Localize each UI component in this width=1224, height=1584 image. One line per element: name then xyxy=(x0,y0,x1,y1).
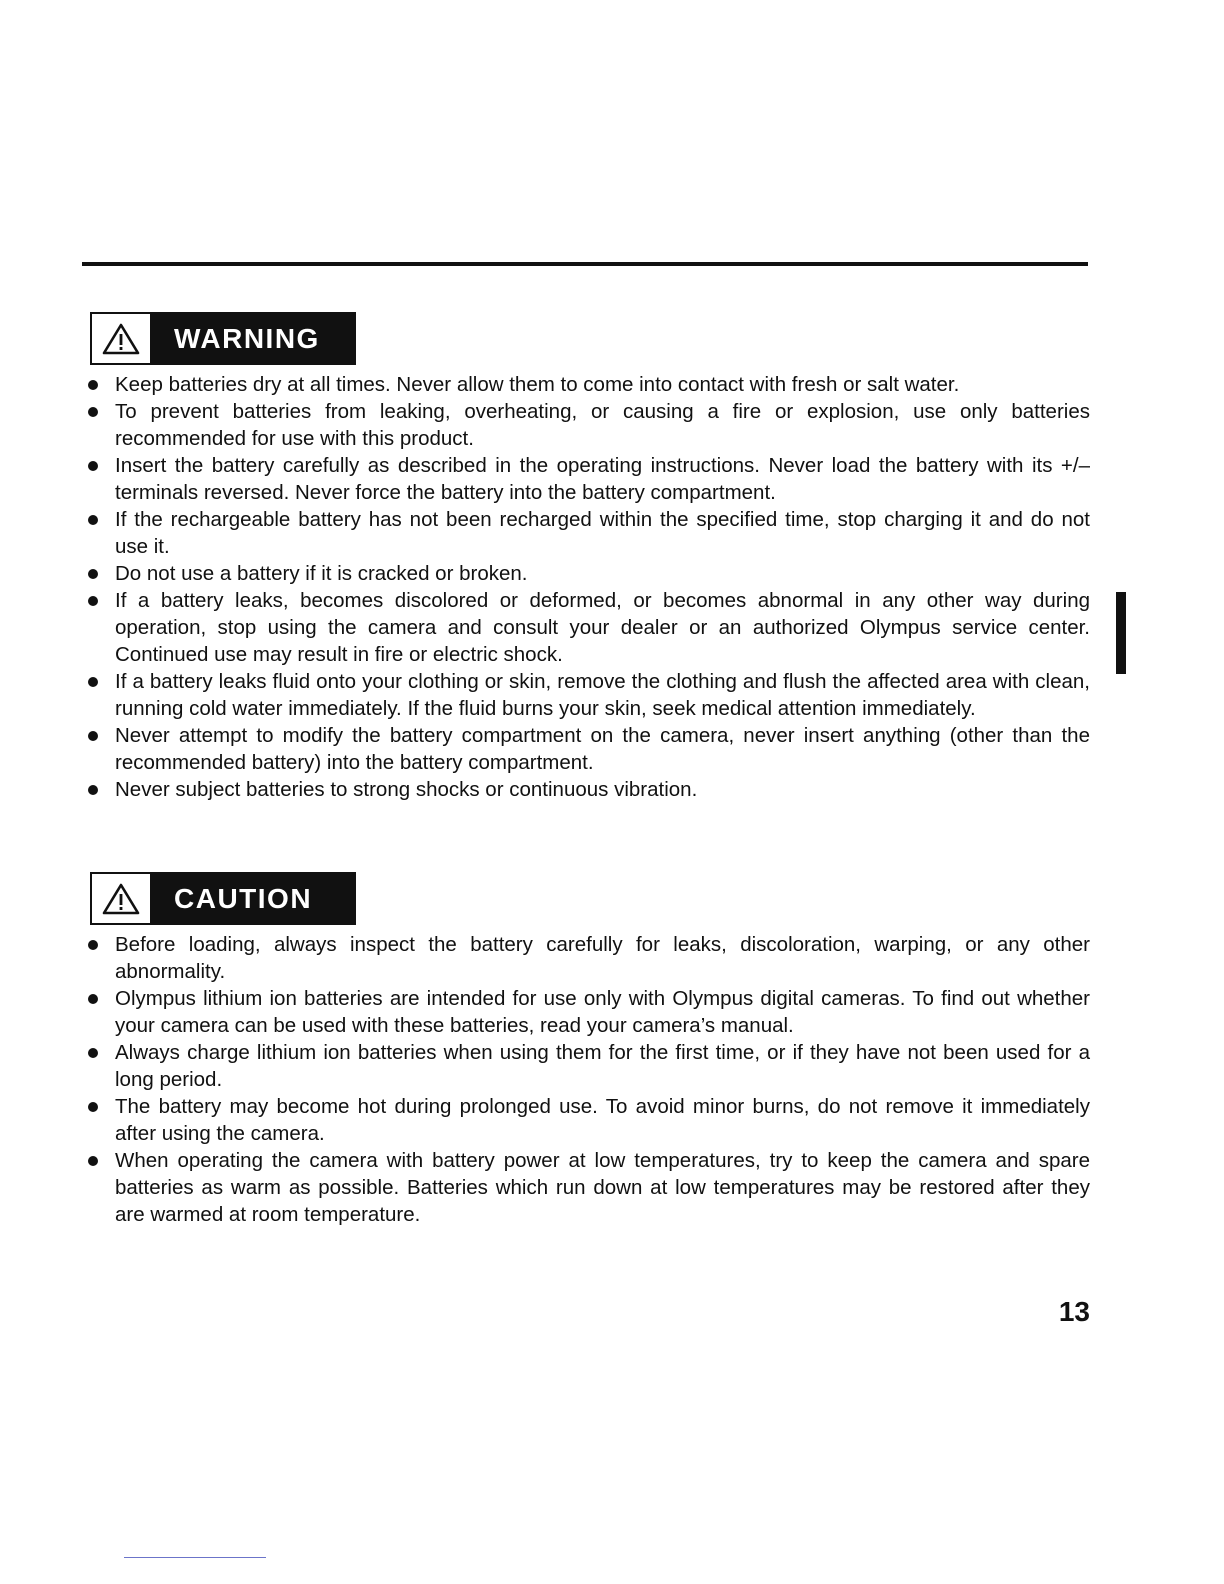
list-item xyxy=(90,1039,1090,1093)
section-tab-marker xyxy=(1116,592,1126,674)
list-item xyxy=(90,668,1090,722)
list-item xyxy=(90,452,1090,506)
bottom-rule xyxy=(124,1557,266,1558)
bullet xyxy=(88,1102,98,1112)
list-item-text: The battery may become hot during prolonged use. To avoid minor burns, do not remove it immediately after using the camera. xyxy=(115,1095,1090,1145)
list-item-text: If a battery leaks fluid onto your clothing or skin, remove the clothing and flush the affected area with clean, running cold water immediately. If the fluid burns your skin, seek medical attention immediately. xyxy=(115,670,1090,720)
warning-label: WARNING xyxy=(174,322,320,354)
bullet xyxy=(88,569,98,579)
list-item xyxy=(90,722,1090,776)
list-item xyxy=(90,398,1090,452)
caution-list xyxy=(90,931,1090,1228)
caution-label-box xyxy=(90,872,356,925)
warning-section xyxy=(90,312,1090,803)
list-item-text: Never attempt to modify the battery compartment on the camera, never insert anything (other than the recommended battery) into the battery compartment. xyxy=(115,724,1090,774)
bullet xyxy=(88,515,98,525)
warning-triangle-icon xyxy=(92,874,152,923)
list-item-text: Do not use a battery if it is cracked or broken. xyxy=(115,562,528,585)
caution-label: CAUTION xyxy=(174,882,313,914)
list-item xyxy=(90,371,1090,398)
page-number: 13 xyxy=(1058,1296,1090,1327)
list-item-text: To prevent batteries from leaking, overheating, or causing a fire or explosion, use only batteries recommended for use with this product. xyxy=(115,400,1090,450)
list-item xyxy=(90,506,1090,560)
list-item-text: Before loading, always inspect the battery carefully for leaks, discoloration, warping, or any other abnormality. xyxy=(115,933,1090,983)
list-item-text: Always charge lithium ion batteries when using them for the first time, or if they have not been used for a long period. xyxy=(115,1041,1090,1091)
list-item xyxy=(90,931,1090,985)
bullet xyxy=(88,940,98,950)
list-item-text: Insert the battery carefully as described in the operating instructions. Never load the battery with its +/– terminals reversed. Never force the battery into the battery compartment. xyxy=(115,454,1090,504)
warning-triangle-icon xyxy=(92,314,152,363)
bullet xyxy=(88,1048,98,1058)
list-item xyxy=(90,560,1090,587)
list-item xyxy=(90,985,1090,1039)
caution-section xyxy=(90,872,1090,1228)
bullet xyxy=(88,677,98,687)
list-item xyxy=(90,587,1090,668)
list-item xyxy=(90,1147,1090,1228)
bullet xyxy=(88,380,98,390)
bullet xyxy=(88,1156,98,1166)
bullet xyxy=(88,596,98,606)
list-item-text: If a battery leaks, becomes discolored or deformed, or becomes abnormal in any other way during operation, stop using the camera and consult your dealer or an authorized Olympus service center. Continued use may result in fire or electric shock. xyxy=(115,589,1090,666)
warning-label-box xyxy=(90,312,356,365)
bullet xyxy=(88,461,98,471)
list-item-text: Never subject batteries to strong shocks or continuous vibration. xyxy=(115,778,698,801)
list-item xyxy=(90,1093,1090,1147)
list-item-text: If the rechargeable battery has not been recharged within the specified time, stop charging it and do not use it. xyxy=(115,508,1090,558)
list-item-text: Keep batteries dry at all times. Never allow them to come into contact with fresh or salt water. xyxy=(115,373,960,396)
top-rule xyxy=(82,262,1088,266)
bullet xyxy=(88,994,98,1004)
list-item-text: Olympus lithium ion batteries are intended for use only with Olympus digital cameras. To find out whether your camera can be used with these batteries, read your camera’s manual. xyxy=(115,987,1090,1037)
list-item-text: When operating the camera with battery power at low temperatures, try to keep the camera and spare batteries as warm as possible. Batteries which run down at low temperatures may be restored after they are warmed at room temperature. xyxy=(115,1149,1090,1226)
warning-list xyxy=(90,371,1090,803)
bullet xyxy=(88,731,98,741)
bullet xyxy=(88,407,98,417)
list-item xyxy=(90,776,1090,803)
bullet xyxy=(88,785,98,795)
